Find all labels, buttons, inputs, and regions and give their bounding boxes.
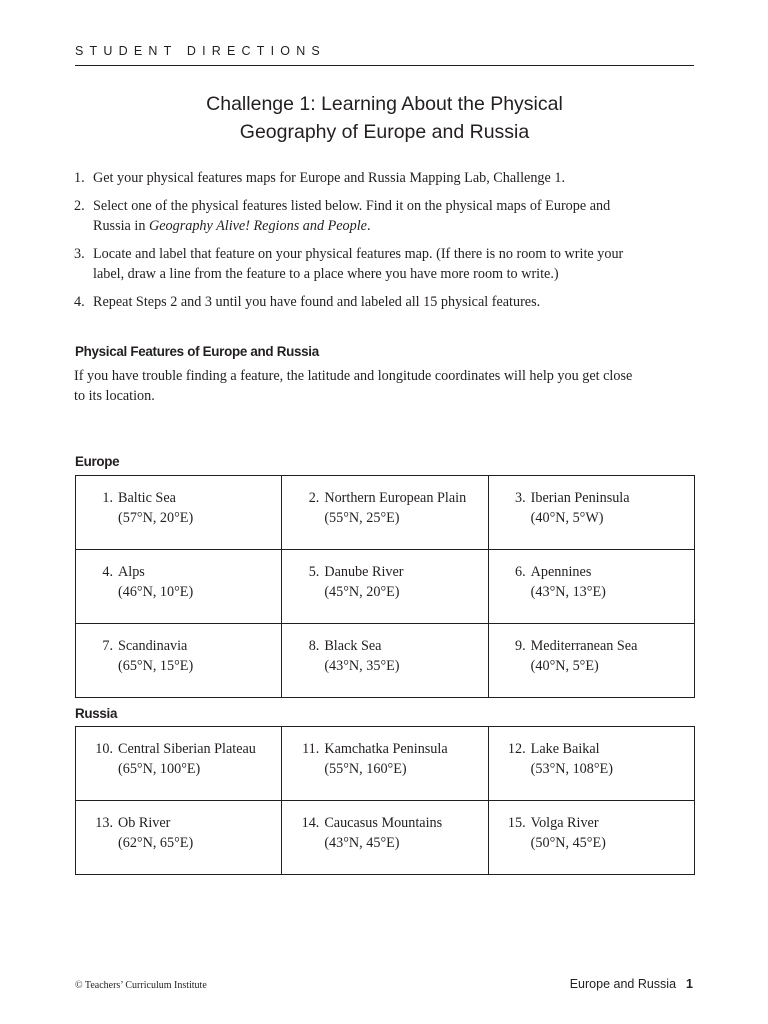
feature-cell xyxy=(282,624,488,698)
feature-name: Kamchatka Peninsula xyxy=(324,741,448,757)
direction-step xyxy=(74,196,649,236)
feature-number: 13. xyxy=(95,815,113,831)
direction-step xyxy=(74,244,649,284)
step-number: 4. xyxy=(74,294,85,310)
feature-number: 3. xyxy=(515,490,526,506)
feature-name: Black Sea xyxy=(324,638,382,654)
feature-cell xyxy=(488,476,694,550)
feature-number: 14. xyxy=(301,815,320,831)
feature-name: Lake Baikal xyxy=(530,741,600,757)
feature-number: 6. xyxy=(515,564,526,580)
feature-name: Apennines xyxy=(530,564,592,580)
feature-coordinates: (40°N, 5°W) xyxy=(530,510,604,526)
feature-cell xyxy=(282,801,488,875)
feature-number: 9. xyxy=(515,638,526,654)
feature-cell xyxy=(488,801,694,875)
feature-number: 15. xyxy=(507,815,526,831)
step-number: 3. xyxy=(74,246,85,262)
feature-coordinates: (50°N, 45°E) xyxy=(530,835,606,851)
directions-list xyxy=(74,168,649,320)
features-intro: If you have trouble finding a feature, the latitude and longitude coordinates will help you get close to its location. xyxy=(74,368,633,404)
feature-number: 2. xyxy=(308,490,320,506)
table-row xyxy=(76,550,695,624)
europe-features-table xyxy=(75,475,695,698)
copyright-notice: © Teachers’ Curriculum Institute xyxy=(75,980,207,991)
feature-cell xyxy=(488,624,694,698)
step-text: Select one of the physical features listed below. Find it on the physical maps of Europe and Russia in xyxy=(93,198,611,234)
feature-cell xyxy=(76,476,282,550)
feature-name: Central Siberian Plateau xyxy=(118,741,256,757)
feature-cell xyxy=(488,550,694,624)
table-row xyxy=(76,727,695,801)
feature-name: Iberian Peninsula xyxy=(530,490,630,506)
direction-step xyxy=(74,168,649,188)
feature-cell xyxy=(76,624,282,698)
footer-section-title: Europe and Russia xyxy=(569,977,677,991)
feature-number: 1. xyxy=(102,490,113,506)
feature-coordinates: (65°N, 100°E) xyxy=(118,761,201,777)
table-row xyxy=(76,624,695,698)
book-title: Geography Alive! Regions and People xyxy=(148,218,367,234)
feature-name: Mediterranean Sea xyxy=(530,638,638,654)
feature-cell xyxy=(76,801,282,875)
feature-number: 11. xyxy=(302,741,320,757)
feature-name: Northern European Plain xyxy=(324,490,467,506)
feature-cell xyxy=(76,550,282,624)
feature-cell xyxy=(282,476,488,550)
feature-coordinates: (57°N, 20°E) xyxy=(118,510,194,526)
step-text: Repeat Steps 2 and 3 until you have found and labeled all 15 physical features. xyxy=(93,294,541,310)
feature-cell xyxy=(282,550,488,624)
page-title-line-1: Challenge 1: Learning About the Physical xyxy=(206,93,563,115)
features-heading: Physical Features of Europe and Russia xyxy=(75,344,319,359)
feature-number: 10. xyxy=(95,741,113,757)
header-divider xyxy=(75,65,694,66)
feature-coordinates: (55°N, 160°E) xyxy=(324,761,407,777)
russia-heading: Russia xyxy=(75,706,118,721)
page-title-line-2: Geography of Europe and Russia xyxy=(239,121,530,143)
step-text-end: . xyxy=(366,218,371,234)
feature-name: Caucasus Mountains xyxy=(324,815,443,831)
table-row xyxy=(76,801,695,875)
step-text: Get your physical features maps for Europe and Russia Mapping Lab, Challenge 1. xyxy=(93,170,566,186)
feature-name: Ob River xyxy=(118,815,171,831)
feature-coordinates: (55°N, 25°E) xyxy=(324,510,400,526)
feature-coordinates: (53°N, 108°E) xyxy=(530,761,613,777)
table-row xyxy=(76,476,695,550)
feature-name: Baltic Sea xyxy=(118,490,176,506)
feature-coordinates: (40°N, 5°E) xyxy=(530,658,599,674)
page-footer xyxy=(570,977,693,991)
russia-features-table xyxy=(75,726,695,875)
feature-number: 12. xyxy=(507,741,526,757)
feature-cell xyxy=(282,727,488,801)
feature-number: 5. xyxy=(308,564,320,580)
feature-coordinates: (43°N, 35°E) xyxy=(324,658,400,674)
feature-coordinates: (62°N, 65°E) xyxy=(118,835,194,851)
feature-name: Danube River xyxy=(324,564,404,580)
step-text: Locate and label that feature on your physical features map. (If there is no room to write your label, draw a line from the feature to a place where you have more room to write.) xyxy=(93,246,624,282)
feature-number: 8. xyxy=(308,638,320,654)
page-number: 1 xyxy=(686,977,693,991)
europe-heading: Europe xyxy=(75,454,120,469)
page-title xyxy=(75,90,694,146)
feature-number: 7. xyxy=(102,638,113,654)
step-number: 1. xyxy=(74,170,85,186)
feature-name: Alps xyxy=(118,564,145,580)
feature-coordinates: (65°N, 15°E) xyxy=(118,658,194,674)
feature-name: Scandinavia xyxy=(118,638,188,654)
feature-coordinates: (43°N, 13°E) xyxy=(530,584,606,600)
feature-coordinates: (45°N, 20°E) xyxy=(324,584,400,600)
feature-coordinates: (46°N, 10°E) xyxy=(118,584,194,600)
section-label: STUDENT DIRECTIONS xyxy=(75,44,326,58)
feature-number: 4. xyxy=(102,564,113,580)
feature-coordinates: (43°N, 45°E) xyxy=(324,835,400,851)
feature-name: Volga River xyxy=(530,815,599,831)
direction-step xyxy=(74,292,649,312)
feature-cell xyxy=(488,727,694,801)
feature-cell xyxy=(76,727,282,801)
step-number: 2. xyxy=(74,198,85,214)
